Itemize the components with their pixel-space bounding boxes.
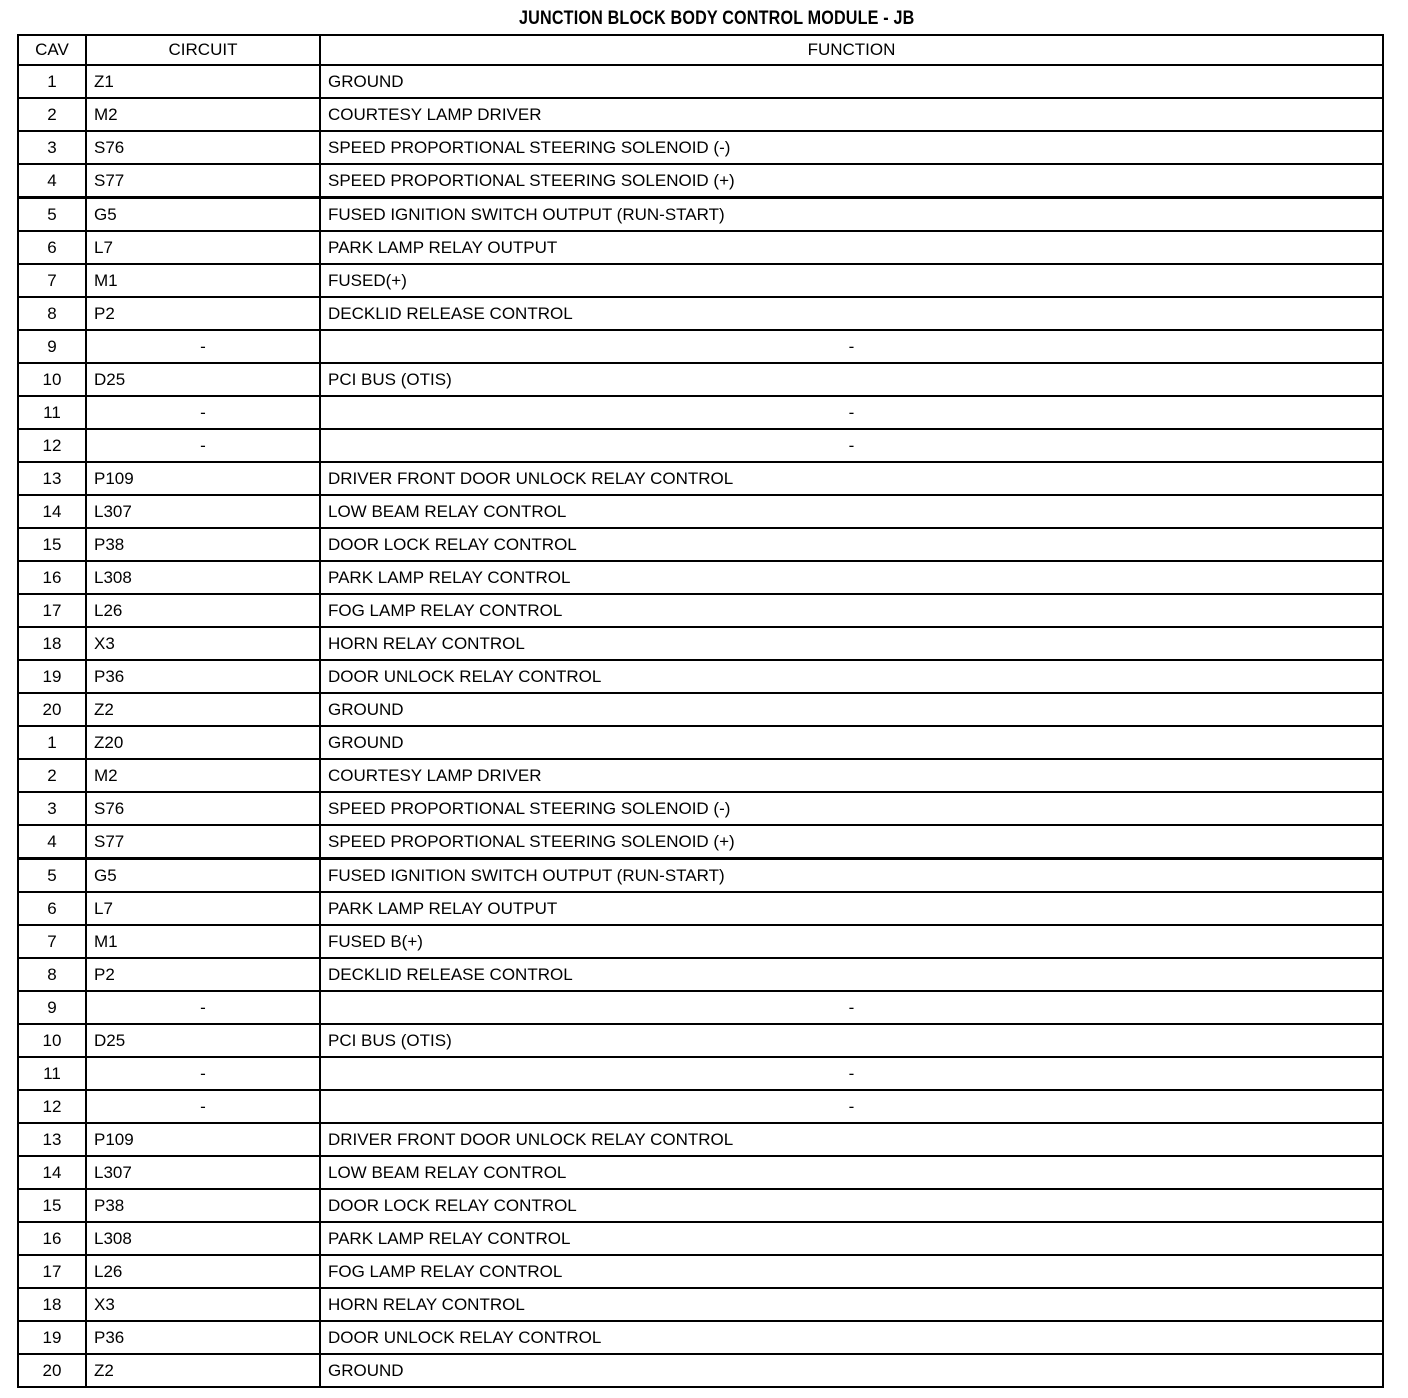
function-cell: SPEED PROPORTIONAL STEERING SOLENOID (-) (320, 792, 1383, 825)
function-cell: GROUND (320, 693, 1383, 726)
cav-cell: 10 (18, 1024, 86, 1057)
circuit-cell: M1 (86, 925, 320, 958)
circuit-cell: G5 (86, 859, 320, 893)
table-row (18, 660, 1383, 693)
table-row (18, 198, 1383, 232)
function-cell: FUSED B(+) (320, 925, 1383, 958)
table-row (18, 98, 1383, 131)
circuit-cell: P109 (86, 462, 320, 495)
cav-cell: 16 (18, 561, 86, 594)
table-row (18, 297, 1383, 330)
cav-cell: 15 (18, 528, 86, 561)
circuit-cell: L26 (86, 1255, 320, 1288)
cav-cell: 1 (18, 726, 86, 759)
cav-cell: 16 (18, 1222, 86, 1255)
table-row (18, 164, 1383, 198)
circuit-cell: P38 (86, 528, 320, 561)
table-row (18, 1189, 1383, 1222)
function-cell: DECKLID RELEASE CONTROL (320, 297, 1383, 330)
cav-cell: 12 (18, 1090, 86, 1123)
circuit-cell: - (86, 1057, 320, 1090)
circuit-cell: Z20 (86, 726, 320, 759)
cav-cell: 11 (18, 396, 86, 429)
cav-cell: 18 (18, 627, 86, 660)
table-row (18, 1321, 1383, 1354)
function-cell: GROUND (320, 65, 1383, 98)
table-row (18, 1123, 1383, 1156)
header-cav: CAV (18, 35, 86, 65)
function-cell: DRIVER FRONT DOOR UNLOCK RELAY CONTROL (320, 462, 1383, 495)
cav-cell: 14 (18, 1156, 86, 1189)
circuit-cell: - (86, 991, 320, 1024)
function-cell: COURTESY LAMP DRIVER (320, 98, 1383, 131)
function-cell: FUSED IGNITION SWITCH OUTPUT (RUN-START) (320, 859, 1383, 893)
cav-cell: 8 (18, 297, 86, 330)
table-row (18, 627, 1383, 660)
connector-pinout-table (17, 34, 1384, 1388)
cav-cell: 1 (18, 65, 86, 98)
circuit-cell: S76 (86, 131, 320, 164)
function-cell: SPEED PROPORTIONAL STEERING SOLENOID (-) (320, 131, 1383, 164)
cav-cell: 4 (18, 825, 86, 859)
table-row (18, 859, 1383, 893)
cav-cell: 12 (18, 429, 86, 462)
cav-cell: 6 (18, 892, 86, 925)
function-cell: FUSED IGNITION SWITCH OUTPUT (RUN-START) (320, 198, 1383, 232)
cav-cell: 15 (18, 1189, 86, 1222)
function-cell: - (320, 396, 1383, 429)
circuit-cell: M2 (86, 98, 320, 131)
function-cell: HORN RELAY CONTROL (320, 1288, 1383, 1321)
cav-cell: 2 (18, 98, 86, 131)
circuit-cell: L7 (86, 892, 320, 925)
header-circuit: CIRCUIT (86, 35, 320, 65)
cav-cell: 4 (18, 164, 86, 198)
cav-cell: 5 (18, 859, 86, 893)
table-row (18, 495, 1383, 528)
function-cell: DOOR LOCK RELAY CONTROL (320, 528, 1383, 561)
cav-cell: 17 (18, 594, 86, 627)
table-row (18, 1222, 1383, 1255)
function-cell: HORN RELAY CONTROL (320, 627, 1383, 660)
circuit-cell: - (86, 330, 320, 363)
circuit-cell: L307 (86, 1156, 320, 1189)
table-row (18, 1156, 1383, 1189)
function-cell: PCI BUS (OTIS) (320, 363, 1383, 396)
function-cell: - (320, 1057, 1383, 1090)
function-cell: FOG LAMP RELAY CONTROL (320, 1255, 1383, 1288)
circuit-cell: S76 (86, 792, 320, 825)
circuit-cell: Z2 (86, 1354, 320, 1387)
circuit-cell: L308 (86, 1222, 320, 1255)
table-row (18, 792, 1383, 825)
circuit-cell: - (86, 1090, 320, 1123)
function-cell: SPEED PROPORTIONAL STEERING SOLENOID (+) (320, 825, 1383, 859)
table-row (18, 1090, 1383, 1123)
header-function: FUNCTION (320, 35, 1383, 65)
table-row (18, 925, 1383, 958)
cav-cell: 2 (18, 759, 86, 792)
table-row (18, 363, 1383, 396)
function-cell: LOW BEAM RELAY CONTROL (320, 495, 1383, 528)
circuit-cell: P2 (86, 958, 320, 991)
function-cell: PARK LAMP RELAY OUTPUT (320, 892, 1383, 925)
circuit-cell: D25 (86, 363, 320, 396)
cav-cell: 11 (18, 1057, 86, 1090)
table-row (18, 231, 1383, 264)
circuit-cell: L307 (86, 495, 320, 528)
table-row (18, 131, 1383, 164)
cav-cell: 8 (18, 958, 86, 991)
table-row (18, 693, 1383, 726)
circuit-cell: L308 (86, 561, 320, 594)
function-cell: - (320, 1090, 1383, 1123)
circuit-cell: P36 (86, 1321, 320, 1354)
table-row (18, 264, 1383, 297)
table-row (18, 759, 1383, 792)
table-row (18, 991, 1383, 1024)
table-row (18, 594, 1383, 627)
circuit-cell: M1 (86, 264, 320, 297)
table-row (18, 396, 1383, 429)
table-row (18, 528, 1383, 561)
function-cell: DECKLID RELEASE CONTROL (320, 958, 1383, 991)
cav-cell: 19 (18, 660, 86, 693)
circuit-cell: X3 (86, 627, 320, 660)
circuit-cell: P2 (86, 297, 320, 330)
table-row (18, 958, 1383, 991)
table-row (18, 1354, 1383, 1387)
circuit-cell: P109 (86, 1123, 320, 1156)
cav-cell: 3 (18, 131, 86, 164)
function-cell: FUSED(+) (320, 264, 1383, 297)
function-cell: GROUND (320, 1354, 1383, 1387)
table-row (18, 1057, 1383, 1090)
function-cell: PARK LAMP RELAY CONTROL (320, 1222, 1383, 1255)
cav-cell: 20 (18, 693, 86, 726)
table-row (18, 825, 1383, 859)
table-row (18, 1288, 1383, 1321)
circuit-cell: L7 (86, 231, 320, 264)
function-cell: PCI BUS (OTIS) (320, 1024, 1383, 1057)
function-cell: DOOR UNLOCK RELAY CONTROL (320, 1321, 1383, 1354)
function-cell: PARK LAMP RELAY OUTPUT (320, 231, 1383, 264)
document-title: JUNCTION BLOCK BODY CONTROL MODULE - JB (519, 8, 915, 29)
cav-cell: 7 (18, 925, 86, 958)
circuit-cell: Z2 (86, 693, 320, 726)
cav-cell: 3 (18, 792, 86, 825)
function-cell: DRIVER FRONT DOOR UNLOCK RELAY CONTROL (320, 1123, 1383, 1156)
cav-cell: 19 (18, 1321, 86, 1354)
table-row (18, 892, 1383, 925)
function-cell: DOOR UNLOCK RELAY CONTROL (320, 660, 1383, 693)
table-row (18, 330, 1383, 363)
circuit-cell: D25 (86, 1024, 320, 1057)
function-cell: GROUND (320, 726, 1383, 759)
cav-cell: 20 (18, 1354, 86, 1387)
cav-cell: 6 (18, 231, 86, 264)
circuit-cell: P38 (86, 1189, 320, 1222)
table-row (18, 1024, 1383, 1057)
circuit-cell: - (86, 396, 320, 429)
circuit-cell: Z1 (86, 65, 320, 98)
function-cell: SPEED PROPORTIONAL STEERING SOLENOID (+) (320, 164, 1383, 198)
cav-cell: 13 (18, 462, 86, 495)
cav-cell: 14 (18, 495, 86, 528)
table-row (18, 429, 1383, 462)
function-cell: DOOR LOCK RELAY CONTROL (320, 1189, 1383, 1222)
function-cell: - (320, 991, 1383, 1024)
cav-cell: 17 (18, 1255, 86, 1288)
cav-cell: 10 (18, 363, 86, 396)
table-row (18, 726, 1383, 759)
header-row (18, 35, 1383, 65)
cav-cell: 5 (18, 198, 86, 232)
circuit-cell: G5 (86, 198, 320, 232)
function-cell: PARK LAMP RELAY CONTROL (320, 561, 1383, 594)
circuit-cell: X3 (86, 1288, 320, 1321)
circuit-cell: P36 (86, 660, 320, 693)
table-row (18, 462, 1383, 495)
cav-cell: 9 (18, 991, 86, 1024)
circuit-cell: - (86, 429, 320, 462)
cav-cell: 13 (18, 1123, 86, 1156)
circuit-cell: S77 (86, 164, 320, 198)
function-cell: - (320, 330, 1383, 363)
function-cell: COURTESY LAMP DRIVER (320, 759, 1383, 792)
cav-cell: 9 (18, 330, 86, 363)
function-cell: FOG LAMP RELAY CONTROL (320, 594, 1383, 627)
cav-cell: 7 (18, 264, 86, 297)
cav-cell: 18 (18, 1288, 86, 1321)
circuit-cell: S77 (86, 825, 320, 859)
table-row (18, 1255, 1383, 1288)
table-row (18, 561, 1383, 594)
circuit-cell: L26 (86, 594, 320, 627)
function-cell: LOW BEAM RELAY CONTROL (320, 1156, 1383, 1189)
function-cell: - (320, 429, 1383, 462)
table-row (18, 65, 1383, 98)
circuit-cell: M2 (86, 759, 320, 792)
